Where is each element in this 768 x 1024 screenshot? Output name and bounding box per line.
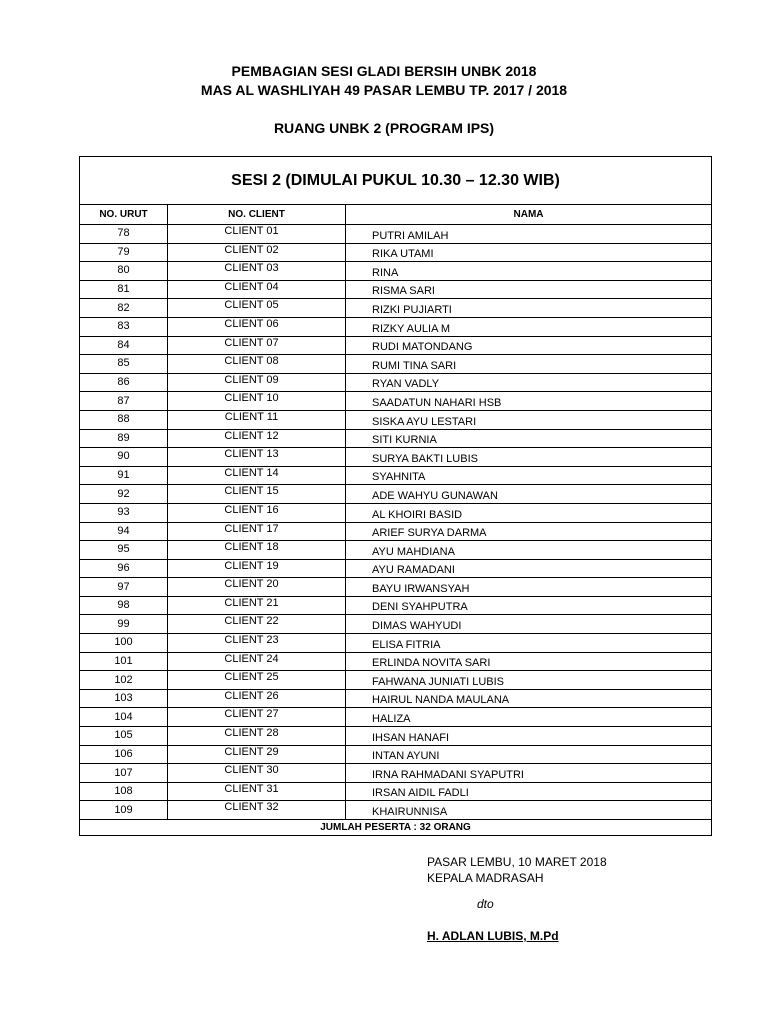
participant-name: ELISA FITRIA <box>346 634 712 653</box>
participant-name: IHSAN HANAFI <box>346 727 712 746</box>
table-row <box>80 652 712 671</box>
row-number: 78 <box>80 225 168 244</box>
table-row <box>80 578 712 597</box>
document-title: PEMBAGIAN SESI GLADI BERSIH UNBK 2018 <box>231 63 537 79</box>
participant-name: AYU RAMADANI <box>346 559 712 578</box>
table-row <box>80 299 712 318</box>
client-number: CLIENT 31 <box>168 782 346 801</box>
row-number: 106 <box>80 745 168 764</box>
participant-name: SURYA BAKTI LUBIS <box>346 448 712 467</box>
table-header-row <box>80 205 712 225</box>
participant-name: SAADATUN NAHARI HSB <box>346 392 712 411</box>
client-number: CLIENT 17 <box>168 522 346 541</box>
client-number: CLIENT 02 <box>168 243 346 262</box>
participant-name: ADE WAHYU GUNAWAN <box>346 485 712 504</box>
row-number: 91 <box>80 466 168 485</box>
row-number: 95 <box>80 541 168 560</box>
client-number: CLIENT 15 <box>168 485 346 504</box>
row-number: 83 <box>80 317 168 336</box>
column-header-nama: NAMA <box>346 205 712 225</box>
participant-name: AL KHOIRI BASID <box>346 503 712 522</box>
row-number: 86 <box>80 373 168 392</box>
client-number: CLIENT 08 <box>168 355 346 374</box>
participant-name: DIMAS WAHYUDI <box>346 615 712 634</box>
row-number: 99 <box>80 615 168 634</box>
client-number: CLIENT 09 <box>168 373 346 392</box>
client-number: CLIENT 30 <box>168 764 346 783</box>
row-number: 79 <box>80 243 168 262</box>
signature-note: dto <box>477 897 494 911</box>
row-number: 81 <box>80 280 168 299</box>
participant-name: RIKA UTAMI <box>346 243 712 262</box>
client-number: CLIENT 05 <box>168 299 346 318</box>
row-number: 92 <box>80 485 168 504</box>
table-row <box>80 336 712 355</box>
client-number: CLIENT 27 <box>168 708 346 727</box>
table-row <box>80 727 712 746</box>
table-row <box>80 764 712 783</box>
table-row <box>80 708 712 727</box>
table-row <box>80 466 712 485</box>
table-row <box>80 317 712 336</box>
participant-name: SISKA AYU LESTARI <box>346 410 712 429</box>
client-number: CLIENT 29 <box>168 745 346 764</box>
client-number: CLIENT 20 <box>168 578 346 597</box>
client-number: CLIENT 23 <box>168 634 346 653</box>
document-header <box>0 62 768 138</box>
participant-name: RUMI TINA SARI <box>346 355 712 374</box>
client-number: CLIENT 22 <box>168 615 346 634</box>
table-row <box>80 280 712 299</box>
table-row <box>80 671 712 690</box>
participant-name: PUTRI AMILAH <box>346 225 712 244</box>
client-number: CLIENT 32 <box>168 801 346 820</box>
client-number: CLIENT 12 <box>168 429 346 448</box>
table-row <box>80 615 712 634</box>
row-number: 94 <box>80 522 168 541</box>
table-body <box>80 225 712 820</box>
place-date: PASAR LEMBU, 10 MARET 2018 <box>427 855 607 869</box>
table-row <box>80 634 712 653</box>
table-row <box>80 801 712 820</box>
participant-name: ARIEF SURYA DARMA <box>346 522 712 541</box>
signer-position: KEPALA MADRASAH <box>427 871 544 885</box>
client-number: CLIENT 10 <box>168 392 346 411</box>
row-number: 103 <box>80 689 168 708</box>
table-row <box>80 541 712 560</box>
row-number: 108 <box>80 782 168 801</box>
column-header-no-client: NO. CLIENT <box>168 205 346 225</box>
table-row <box>80 689 712 708</box>
row-number: 84 <box>80 336 168 355</box>
row-number: 100 <box>80 634 168 653</box>
row-number: 82 <box>80 299 168 318</box>
client-number: CLIENT 25 <box>168 671 346 690</box>
client-number: CLIENT 04 <box>168 280 346 299</box>
table-row <box>80 262 712 281</box>
row-number: 90 <box>80 448 168 467</box>
row-number: 97 <box>80 578 168 597</box>
row-number: 105 <box>80 727 168 746</box>
session-title: SESI 2 (DIMULAI PUKUL 10.30 – 12.30 WIB) <box>80 157 712 205</box>
row-number: 98 <box>80 596 168 615</box>
table-row <box>80 355 712 374</box>
room-title: RUANG UNBK 2 (PROGRAM IPS) <box>273 120 495 136</box>
row-number: 89 <box>80 429 168 448</box>
client-number: CLIENT 21 <box>168 596 346 615</box>
row-number: 96 <box>80 559 168 578</box>
participant-name: IRSAN AIDIL FADLI <box>346 782 712 801</box>
table-row <box>80 243 712 262</box>
table-row <box>80 225 712 244</box>
client-number: CLIENT 24 <box>168 652 346 671</box>
client-number: CLIENT 03 <box>168 262 346 281</box>
row-number: 85 <box>80 355 168 374</box>
client-number: CLIENT 07 <box>168 336 346 355</box>
signer-name: H. ADLAN LUBIS, M.Pd <box>427 929 559 943</box>
client-number: CLIENT 18 <box>168 541 346 560</box>
table-row <box>80 745 712 764</box>
client-number: CLIENT 16 <box>168 503 346 522</box>
participant-name: BAYU IRWANSYAH <box>346 578 712 597</box>
participant-name: KHAIRUNNISA <box>346 801 712 820</box>
client-number: CLIENT 11 <box>168 410 346 429</box>
client-number: CLIENT 06 <box>168 317 346 336</box>
table-row <box>80 410 712 429</box>
participant-name: RIZKY AULIA M <box>346 317 712 336</box>
row-number: 102 <box>80 671 168 690</box>
participant-table <box>79 156 712 836</box>
client-number: CLIENT 26 <box>168 689 346 708</box>
participant-name: SITI KURNIA <box>346 429 712 448</box>
table-row <box>80 782 712 801</box>
row-number: 87 <box>80 392 168 411</box>
row-number: 93 <box>80 503 168 522</box>
participant-name: RYAN VADLY <box>346 373 712 392</box>
row-number: 88 <box>80 410 168 429</box>
client-number: CLIENT 14 <box>168 466 346 485</box>
participant-name: SYAHNITA <box>346 466 712 485</box>
table-row <box>80 448 712 467</box>
participant-name: RINA <box>346 262 712 281</box>
participant-name: DENI SYAHPUTRA <box>346 596 712 615</box>
table-row <box>80 503 712 522</box>
client-number: CLIENT 01 <box>168 225 346 244</box>
row-number: 109 <box>80 801 168 820</box>
table-row <box>80 392 712 411</box>
participant-name: RUDI MATONDANG <box>346 336 712 355</box>
participant-name: RIZKI PUJIARTI <box>346 299 712 318</box>
column-header-no-urut: NO. URUT <box>80 205 168 225</box>
row-number: 101 <box>80 652 168 671</box>
client-number: CLIENT 28 <box>168 727 346 746</box>
participant-name: HAIRUL NANDA MAULANA <box>346 689 712 708</box>
signature-block <box>427 854 607 944</box>
participant-name: RISMA SARI <box>346 280 712 299</box>
table-row <box>80 559 712 578</box>
participant-name: HALIZA <box>346 708 712 727</box>
row-number: 80 <box>80 262 168 281</box>
table-row <box>80 373 712 392</box>
participant-name: FAHWANA JUNIATI LUBIS <box>346 671 712 690</box>
table-row <box>80 522 712 541</box>
table-row <box>80 485 712 504</box>
client-number: CLIENT 13 <box>168 448 346 467</box>
row-number: 107 <box>80 764 168 783</box>
document-subtitle: MAS AL WASHLIYAH 49 PASAR LEMBU TP. 2017 / 2018 <box>200 82 568 98</box>
row-number: 104 <box>80 708 168 727</box>
participant-total: JUMLAH PESERTA : 32 ORANG <box>80 820 712 836</box>
participant-name: INTAN AYUNI <box>346 745 712 764</box>
participant-name: ERLINDA NOVITA SARI <box>346 652 712 671</box>
table-row <box>80 596 712 615</box>
table-row <box>80 429 712 448</box>
participant-name: IRNA RAHMADANI SYAPUTRI <box>346 764 712 783</box>
client-number: CLIENT 19 <box>168 559 346 578</box>
participant-name: AYU MAHDIANA <box>346 541 712 560</box>
